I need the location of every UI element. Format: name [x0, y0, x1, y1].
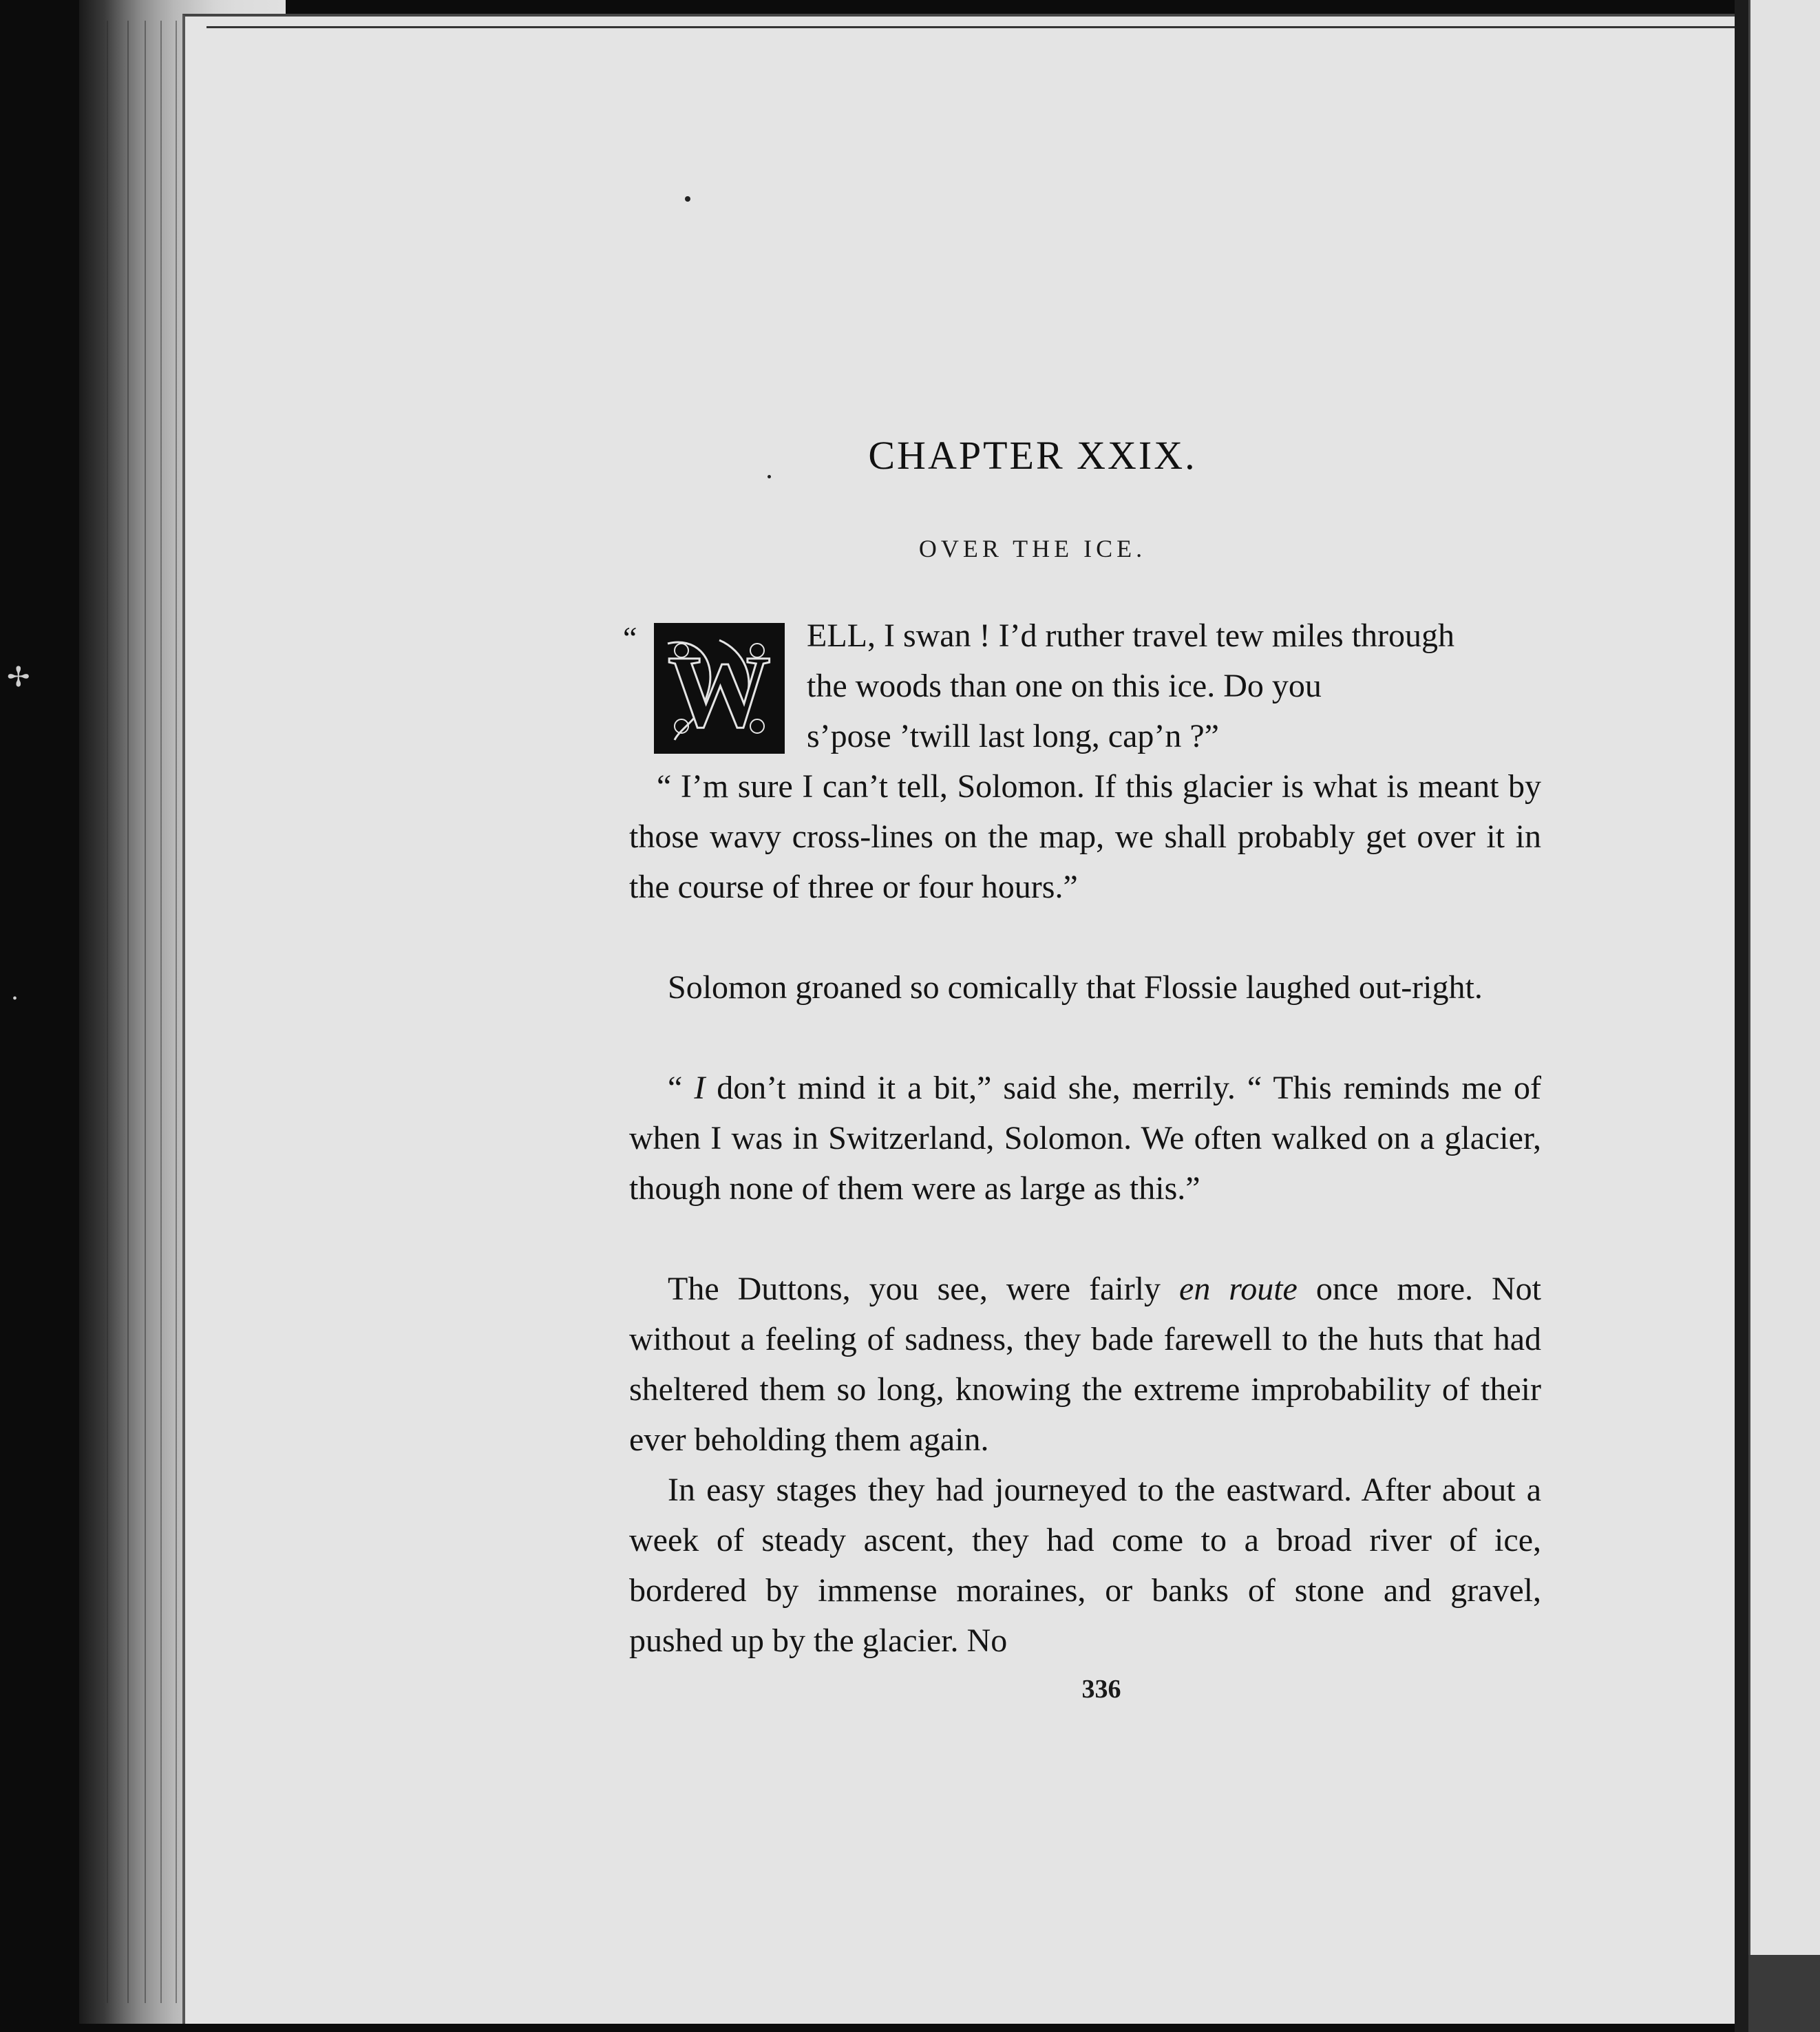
page-speck	[685, 196, 690, 202]
opening-quote: “	[623, 620, 637, 655]
page-top-rule	[207, 26, 1742, 28]
paragraph-6: In easy stages they had journeyed to the eastward. After about a week of steady ascent, they had come to a broad river of ice, bordered by immense moraines, or banks of stone and gravel, pushed up by the glacier. No	[629, 1472, 1541, 1659]
paragraph-5	[629, 1264, 1541, 1465]
edge-mark: •	[12, 991, 18, 1006]
paragraph-4-italic: I	[694, 1070, 706, 1106]
paragraph-3: Solomon groaned so comically that Flossie laughed out-right.	[668, 969, 1483, 1006]
dropcap-ornament-icon	[654, 623, 785, 754]
paragraph-5-italic: en route	[1179, 1271, 1298, 1307]
facing-page-shadow	[1748, 1955, 1820, 2032]
paragraph-5-after: once more. Not without a feeling of sadness, they bade farewell to the huts that had sheltered them so long, knowing the extreme improbability of their ever beholding them again.	[629, 1271, 1542, 1458]
page-speck	[768, 475, 771, 478]
page-gutter	[1735, 0, 1748, 2032]
book-page	[182, 14, 1745, 2024]
paragraph-5-before: The Duttons, you see, were fairly	[668, 1271, 1180, 1307]
paragraph-1-line-1: ELL, I swan ! I’d ruther travel tew miles through	[807, 617, 1455, 654]
facing-page-edge	[1748, 0, 1820, 2032]
paragraph-4-rest: don’t mind it a bit,” said she, merrily. “ This reminds me of when I was in Switzerland, Solomon. We often walked on a glacier, though none of them were as large as this.”	[629, 1070, 1541, 1207]
chapter-subtitle: OVER THE ICE.	[918, 535, 1147, 562]
paragraph-4-open: “	[668, 1070, 695, 1106]
edge-mark: ✢	[7, 662, 30, 692]
chapter-title: CHAPTER XXIX.	[868, 433, 1197, 478]
paragraph-4	[629, 1063, 1541, 1214]
ornamental-dropcap-w	[654, 623, 785, 754]
paragraph-1-line-2: the woods than one on this ice. Do you	[807, 668, 1322, 704]
paragraph-2: “ I’m sure I can’t tell, Solomon. If this glacier is what is meant by those wavy cross-lines on the map, we shall probably get over it in the course of three or four hours.”	[629, 768, 1541, 905]
dropcap-letter: W	[668, 635, 771, 749]
page-number: 336	[1081, 1675, 1121, 1704]
paragraph-1-line-3: s’pose ’twill last long, cap’n ?”	[807, 718, 1219, 754]
